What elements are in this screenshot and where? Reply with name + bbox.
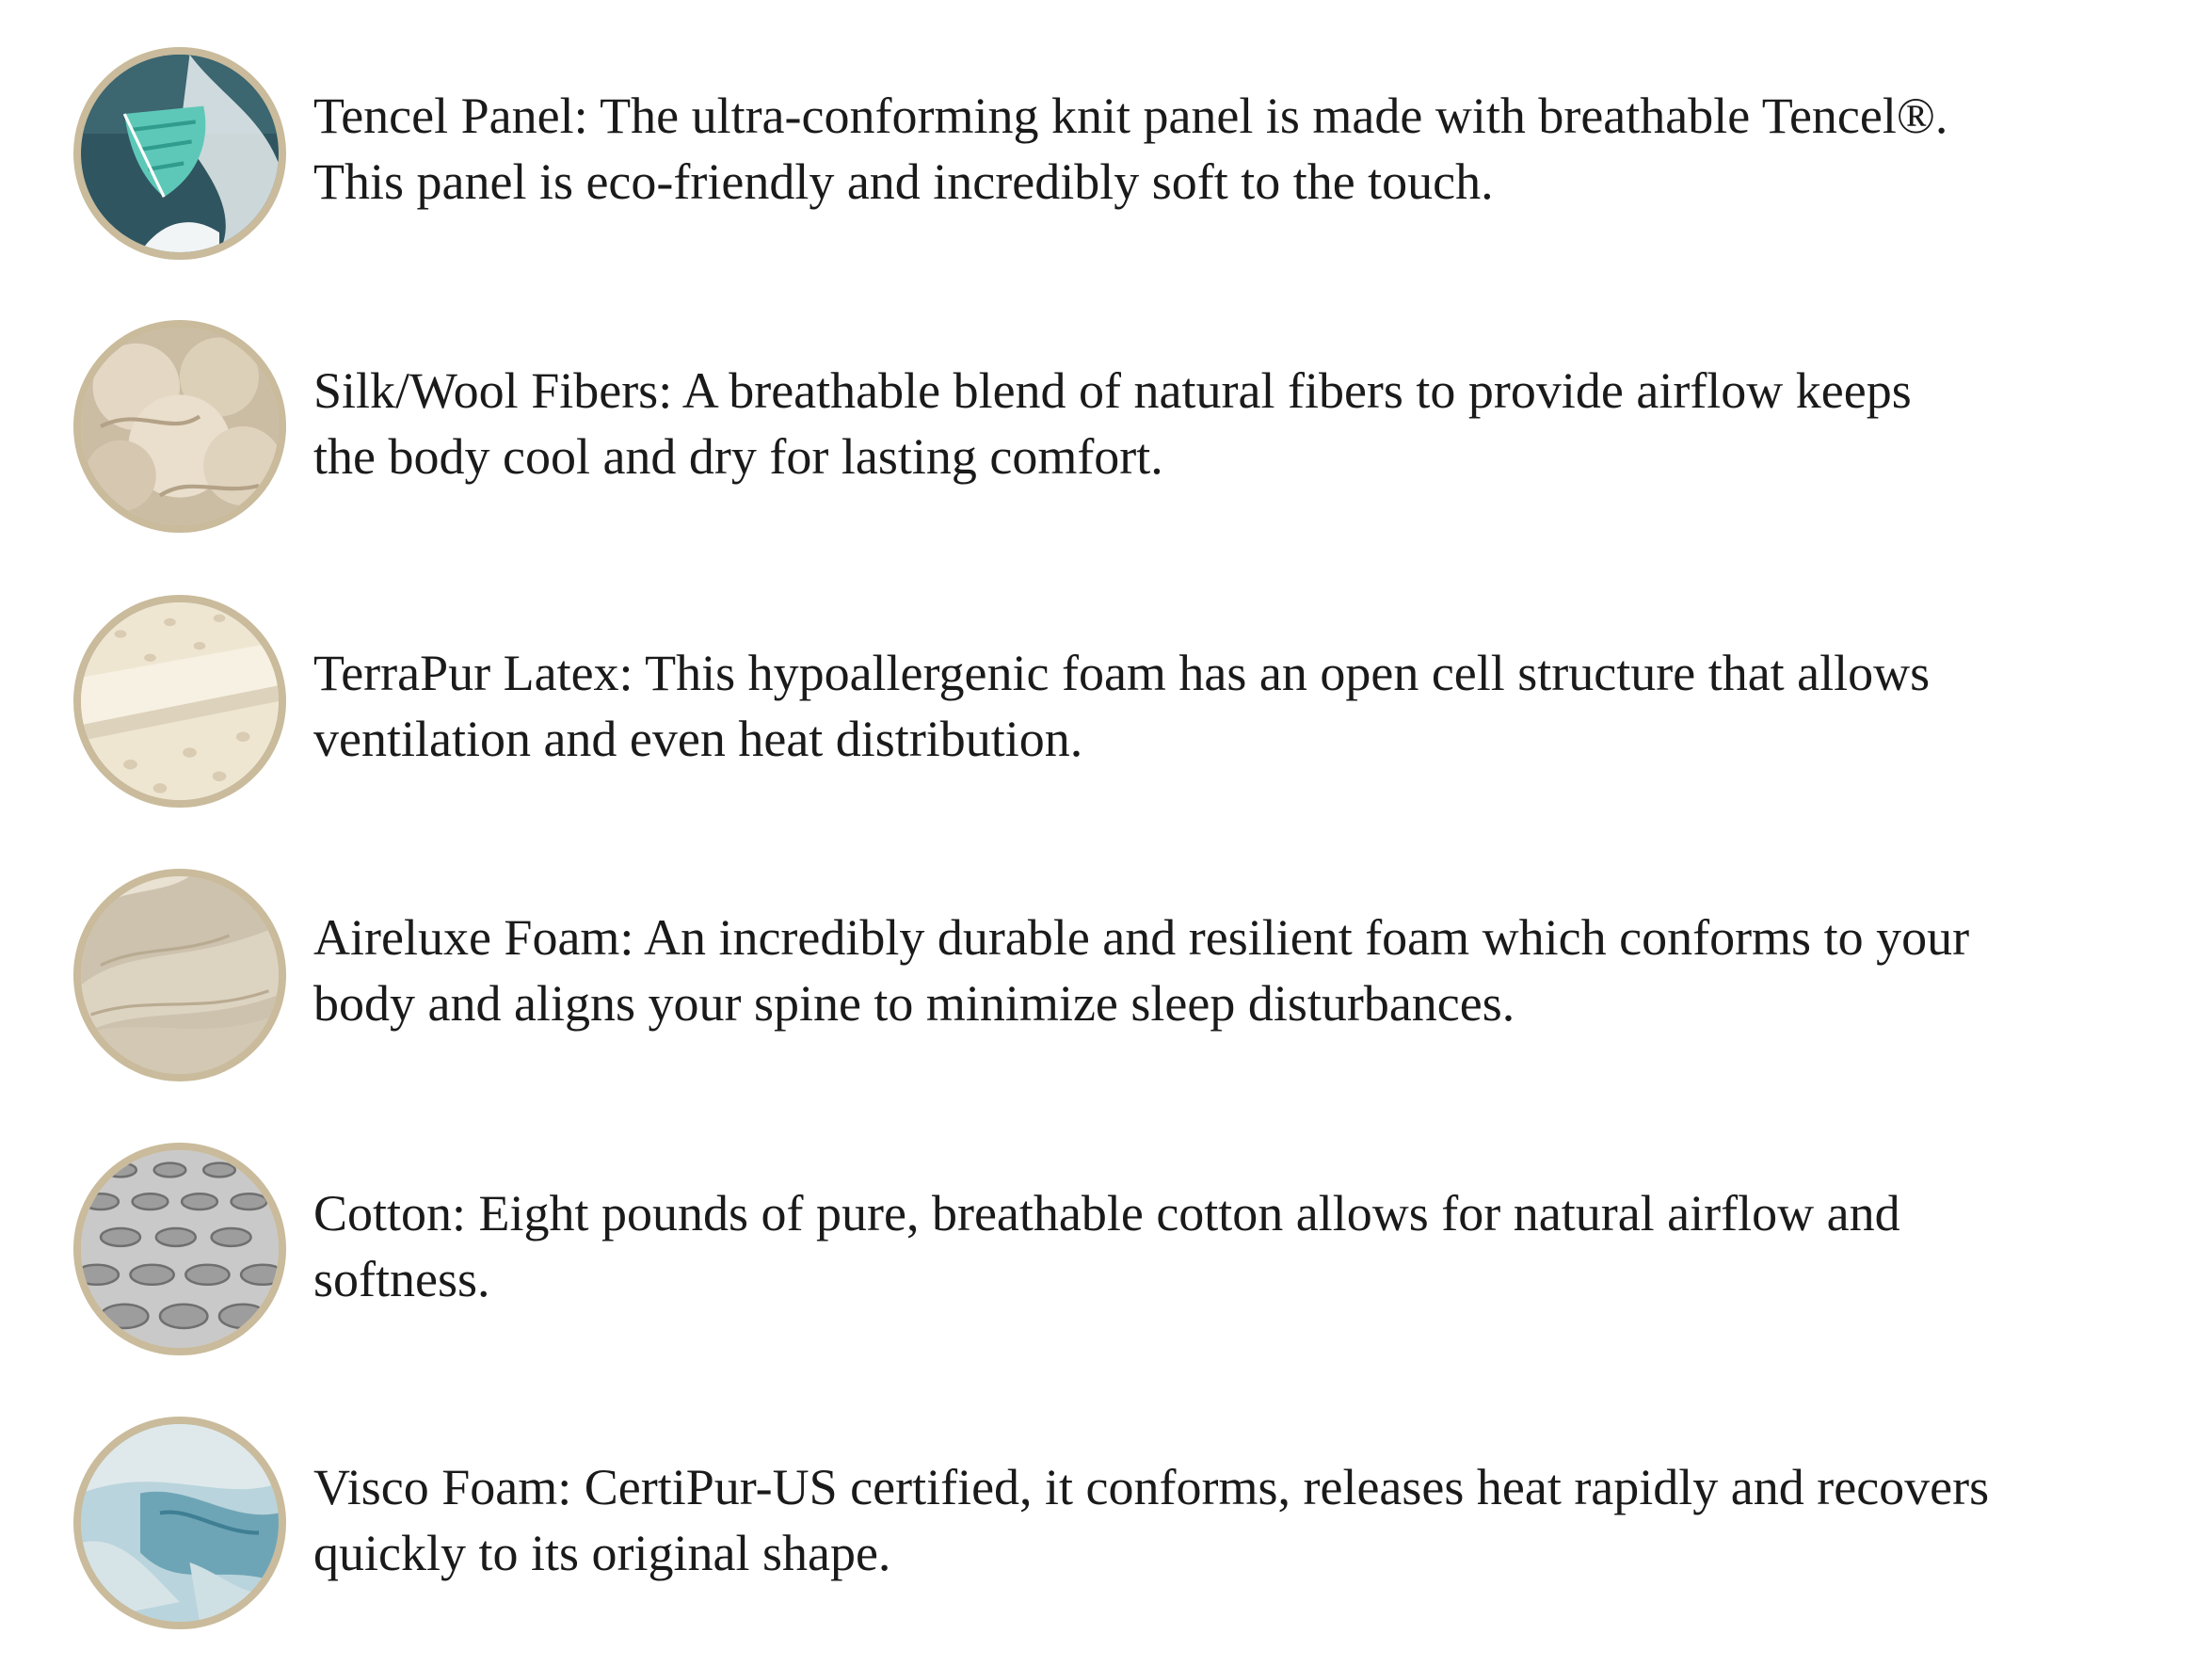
layer-description (313, 1180, 2187, 1312)
layer-cotton (0, 1143, 2212, 1369)
layer-description (313, 1454, 2187, 1586)
layer-visco-foam (0, 1417, 2212, 1642)
layer-description-line: quickly to its original shape. (313, 1525, 891, 1581)
layer-description-line: Cotton: Eight pounds of pure, breathable cotton allows for natural airflow and (313, 1185, 1900, 1241)
layer-description-line: Aireluxe Foam: An incredibly durable and resilient foam which conforms to your (313, 909, 1970, 966)
layer-description-line: ventilation and even heat distribution. (313, 711, 1083, 767)
layer-description (313, 640, 2187, 772)
silk-wool-fibers-icon (73, 320, 286, 533)
aireluxe-foam-icon (73, 869, 286, 1081)
layer-description-line: Silk/Wool Fibers: A breathable blend of natural fibers to provide airflow keeps (313, 362, 1912, 419)
visco-foam-icon (73, 1417, 286, 1629)
layer-aireluxe-foam (0, 869, 2212, 1095)
layer-description-line: softness. (313, 1251, 490, 1307)
layer-description (313, 358, 2187, 489)
layer-terrapur-latex (0, 595, 2212, 821)
layer-description-line: TerraPur Latex: This hypoallergenic foam has an open cell structure that allows (313, 645, 1931, 701)
layer-tencel (0, 47, 2212, 273)
layer-description-line: Visco Foam: CertiPur-US certified, it conforms, releases heat rapidly and recovers (313, 1459, 1990, 1515)
layer-description-line: This panel is eco-friendly and incredibly soft to the touch. (313, 153, 1494, 210)
layer-description-line: body and aligns your spine to minimize sleep disturbances. (313, 975, 1515, 1032)
layer-description-line: Tencel Panel: The ultra-conforming knit panel is made with breathable Tencel®. (313, 88, 1948, 144)
latex-foam-icon (73, 595, 286, 808)
layer-description (313, 83, 2187, 215)
layer-silk-wool (0, 320, 2212, 546)
pocket-coils-icon (73, 1143, 286, 1355)
layer-description-line: the body cool and dry for lasting comfort. (313, 428, 1163, 485)
layer-description (313, 905, 2187, 1036)
tencel-leaf-icon (73, 47, 286, 260)
